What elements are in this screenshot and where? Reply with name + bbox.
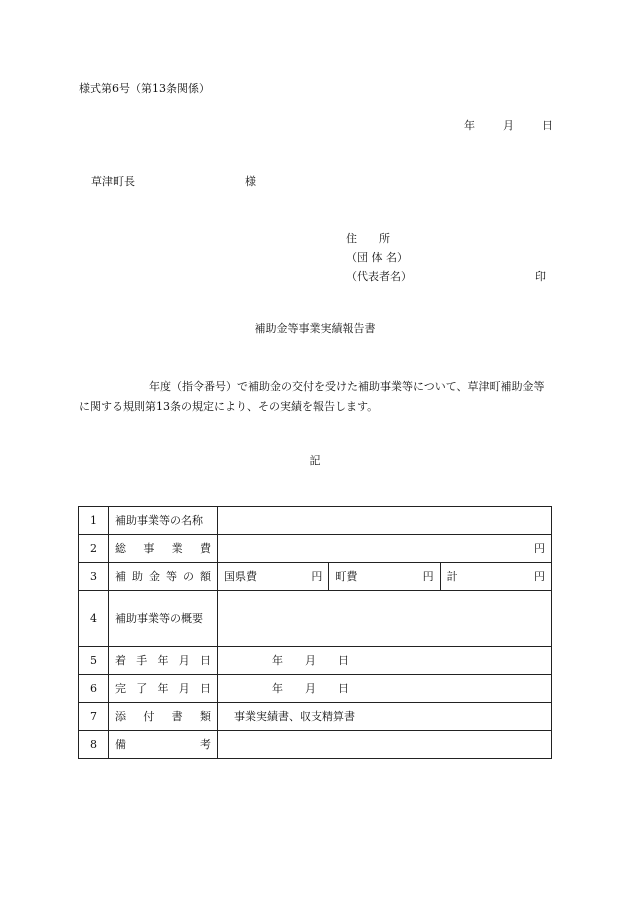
- date-month: 月: [503, 119, 514, 132]
- table-row: [79, 535, 552, 563]
- report-table: [78, 506, 552, 759]
- row-number: 2: [79, 535, 109, 563]
- row-number: 1: [79, 507, 109, 535]
- addressee-honorific: 様: [245, 175, 256, 188]
- total-amount-field[interactable]: 計 円: [440, 563, 551, 590]
- row-number: 4: [79, 591, 109, 647]
- date-day: 日: [542, 119, 553, 132]
- addressee: [91, 175, 256, 189]
- organization-label: （団 体 名）: [346, 251, 408, 264]
- row-label: 補助事業等の概要: [109, 591, 218, 647]
- addressee-name: 草津町長: [91, 175, 135, 188]
- table-row: [79, 507, 552, 535]
- table-row: [79, 591, 552, 647]
- row-label: 着手年月日: [109, 647, 218, 675]
- representative-label: （代表者名）: [346, 270, 412, 283]
- body-text: 年度（指令番号）で補助金の交付を受けた補助事業等について、草津町補助金等に関する規則第13条の規定により、その実績を報告します。: [79, 380, 545, 413]
- row-label: 備考: [109, 731, 218, 759]
- remarks-field[interactable]: [218, 731, 552, 759]
- subsidy-amount-cell: [218, 563, 552, 591]
- row-number: 8: [79, 731, 109, 759]
- form-number: 様式第6号（第13条関係）: [79, 82, 210, 95]
- national-amount-field[interactable]: 国県費 円: [224, 569, 323, 583]
- ki-heading: 記: [309, 454, 321, 467]
- town-amount-field[interactable]: 町費 円: [328, 563, 439, 590]
- total-cost-field[interactable]: 円: [218, 535, 552, 563]
- seal-mark: 印: [535, 270, 546, 283]
- date-year: 年: [464, 119, 475, 132]
- attachments-field[interactable]: 事業実績書、収支精算書: [218, 703, 552, 731]
- report-date: [464, 119, 553, 133]
- row-label: 補助金等の額: [109, 563, 218, 591]
- row-label: 完了年月日: [109, 675, 218, 703]
- table-row: [79, 731, 552, 759]
- row-number: 6: [79, 675, 109, 703]
- project-name-field[interactable]: [218, 507, 552, 535]
- table-row: [79, 703, 552, 731]
- applicant-block: [346, 232, 412, 289]
- completion-date-field[interactable]: 年 月 日: [218, 675, 552, 703]
- start-date-field[interactable]: 年 月 日: [218, 647, 552, 675]
- table-row: [79, 563, 552, 591]
- table-row: [79, 675, 552, 703]
- row-label: 総事業費: [109, 535, 218, 563]
- row-number: 7: [79, 703, 109, 731]
- row-label: 添付書類: [109, 703, 218, 731]
- row-label: 補助事業等の名称: [109, 507, 218, 535]
- address-label: 住 所: [346, 232, 390, 245]
- row-number: 5: [79, 647, 109, 675]
- table-row: [79, 647, 552, 675]
- row-number: 3: [79, 563, 109, 591]
- document-title: 補助金等事業実績報告書: [254, 322, 376, 335]
- project-summary-field[interactable]: [218, 591, 552, 647]
